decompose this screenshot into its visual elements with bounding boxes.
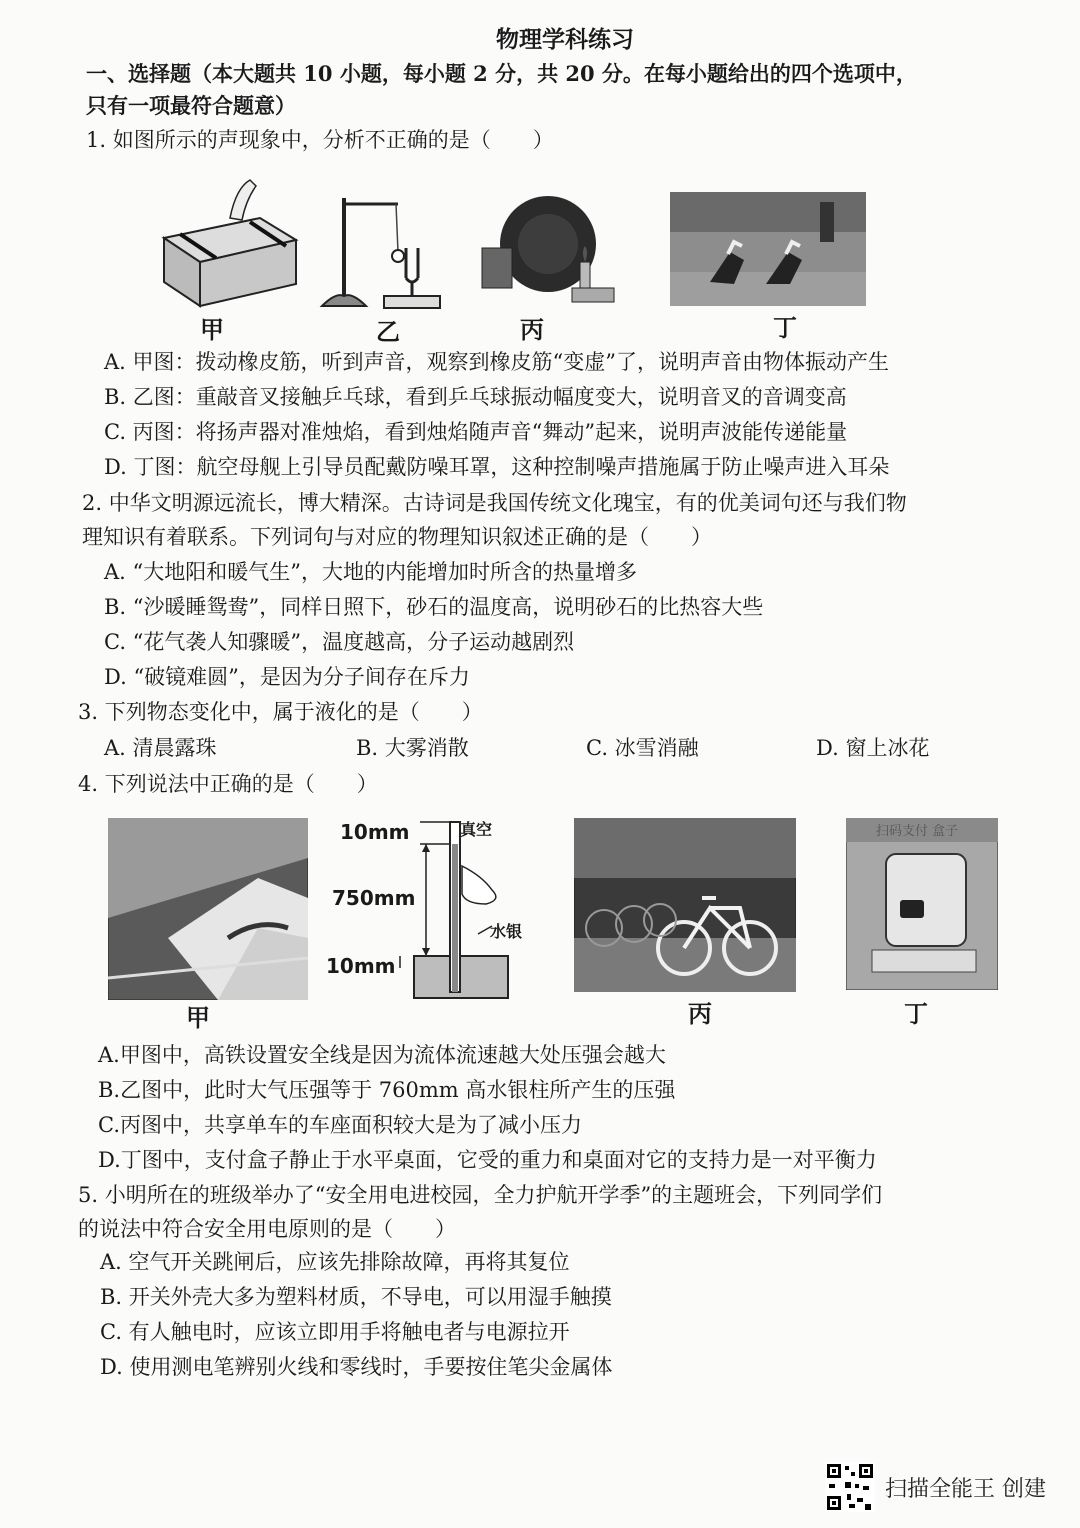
figure-carrier-deck-photo [670, 192, 866, 306]
question-1-stem: 1. 如图所示的声现象中，分析不正确的是（ ） [86, 128, 554, 152]
q4-option-a: A.甲图中，高铁设置安全线是因为流体流速越大处压强会越大 [98, 1043, 666, 1067]
q1-option-a: A. 甲图：拨动橡皮筋，听到声音，观察到橡皮筋“变虚”了，说明声音由物体振动产生 [104, 350, 889, 374]
figure-shared-bikes-photo [574, 818, 796, 992]
q4-option-b: B.乙图中，此时大气压强等于 760mm 高水银柱所产生的压强 [98, 1078, 676, 1102]
q4-option-d: D.丁图中，支付盒子静止于水平桌面，它受的重力和桌面对它的支持力是一对平衡力 [98, 1148, 877, 1172]
q3-option-a: A. 清晨露珠 [104, 736, 217, 760]
q2-option-d: D. “破镜难圆”，是因为分子间存在斥力 [104, 665, 470, 689]
q2-option-b: B. “沙暖睡鸳鸯”，同样日照下，砂石的温度高，说明砂石的比热容大些 [104, 595, 764, 619]
q5-option-d: D. 使用测电笔辨别火线和零线时，手要按住笔尖金属体 [100, 1355, 613, 1379]
q4-figure-label-ding: 丁 [904, 1000, 928, 1028]
barometer-label-750mm: 750mm [332, 886, 416, 910]
q1-option-b: B. 乙图：重敲音叉接触乒乓球，看到乒乓球振动幅度变大，说明音叉的音调变高 [104, 385, 847, 409]
q3-option-d: D. 窗上冰花 [816, 736, 930, 760]
figure-rubber-band-box [160, 178, 300, 308]
q1-option-d: D. 丁图：航空母舰上引导员配戴防噪耳罩，这种控制噪声措施属于防止噪声进入耳朵 [104, 455, 890, 479]
q1-option-c: C. 丙图：将扬声器对准烛焰，看到烛焰随声音“舞动”起来，说明声波能传递能量 [104, 420, 848, 444]
scanner-watermark [825, 1462, 1046, 1512]
question-2-stem-line2: 理知识有着联系。下列词句与对应的物理知识叙述正确的是（ ） [82, 525, 712, 549]
section-header-line2: 只有一项最符合题意） [86, 93, 296, 118]
q1-figure-label-jia: 甲 [200, 316, 224, 344]
q2-option-a: A. “大地阳和暖气生”，大地的内能增加时所含的热量增多 [104, 560, 637, 584]
q1-figure-label-ding: 丁 [773, 314, 797, 342]
section-header-line1: 一、选择题（本大题共 10 小题，每小题 2 分，共 20 分。在每小题给出的四个选项中， [86, 61, 917, 86]
question-5-stem-line2: 的说法中符合安全用电原则的是（ ） [78, 1217, 456, 1241]
q3-option-b: B. 大雾消散 [356, 736, 469, 760]
barometer-label-mercury: 水银 [490, 922, 523, 941]
q2-option-c: C. “花气袭人知骤暖”，温度越高，分子运动越剧烈 [104, 630, 575, 654]
figure-speaker-candle [476, 192, 616, 312]
q4-figure-label-bing: 丙 [688, 1000, 712, 1028]
q5-option-b: B. 开关外壳大多为塑料材质，不导电，可以用湿手触摸 [100, 1285, 612, 1309]
q4-figure-label-jia: 甲 [186, 1004, 210, 1032]
qr-code-icon [825, 1462, 875, 1512]
barometer-label-top-10mm: 10mm [340, 820, 410, 844]
question-2-stem-line1: 2. 中华文明源远流长，博大精深。古诗词是我国传统文化瑰宝，有的优美词句还与我们物 [82, 491, 907, 515]
question-4-stem: 4. 下列说法中正确的是（ ） [78, 772, 378, 796]
figure-tuning-fork-stand [318, 192, 448, 312]
scanner-label: 扫描全能王 创建 [885, 1476, 1046, 1502]
q5-option-c: C. 有人触电时，应该立即用手将触电者与电源拉开 [100, 1320, 570, 1344]
figure-high-speed-train-photo [108, 818, 308, 1000]
page-title: 物理学科练习 [496, 26, 634, 53]
q1-figure-label-yi: 乙 [376, 318, 400, 346]
payment-box-caption: 扫码支付 盒子 [876, 824, 959, 839]
q4-option-c: C.丙图中，共享单车的车座面积较大是为了减小压力 [98, 1113, 582, 1137]
barometer-label-bottom-10mm: 10mm [326, 954, 396, 978]
q1-figure-label-bing: 丙 [520, 316, 544, 344]
question-5-stem-line1: 5. 小明所在的班级举办了“安全用电进校园，全力护航开学季”的主题班会，下列同学们 [78, 1183, 883, 1207]
question-3-stem: 3. 下列物态变化中，属于液化的是（ ） [78, 700, 483, 724]
q3-option-c: C. 冰雪消融 [586, 736, 699, 760]
q5-option-a: A. 空气开关跳闸后，应该先排除故障，再将其复位 [100, 1250, 570, 1274]
barometer-label-vacuum: 真空 [460, 820, 493, 839]
